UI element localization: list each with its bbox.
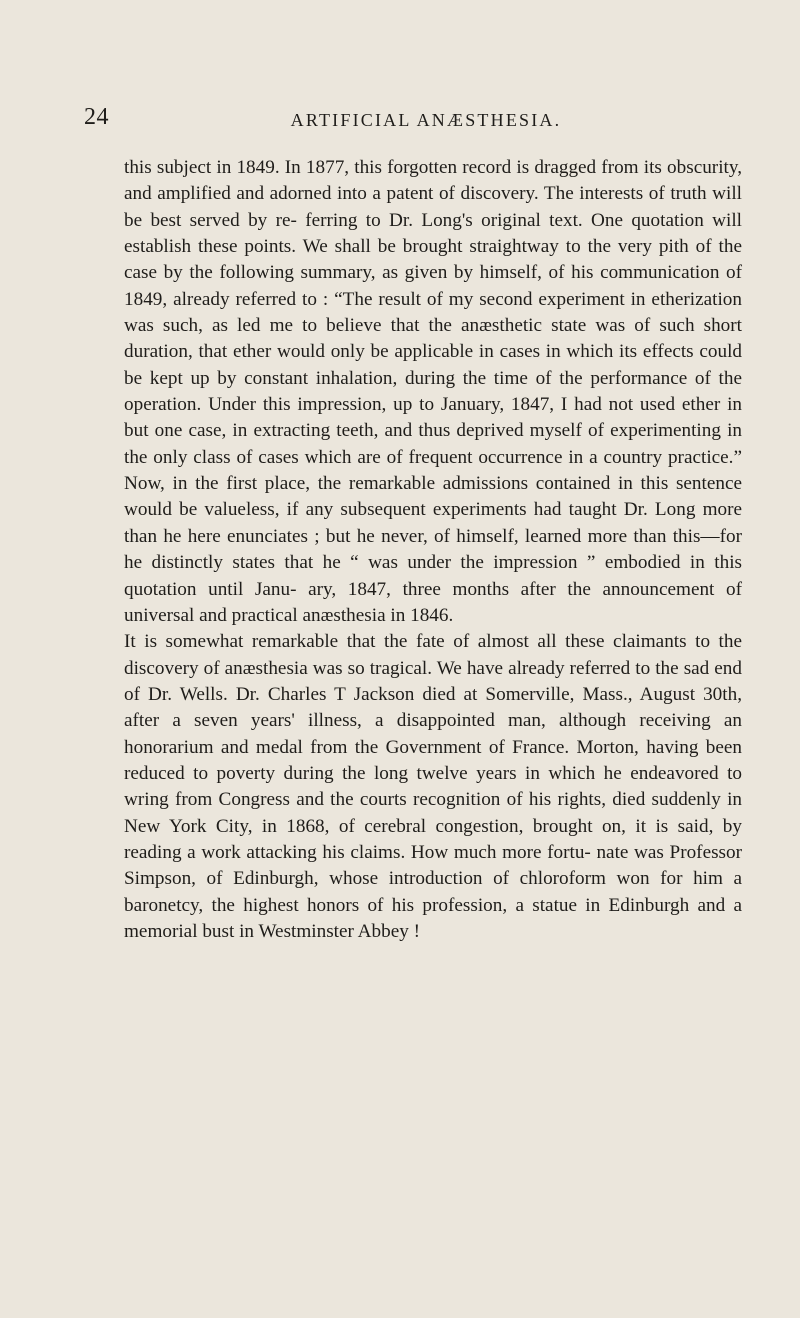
page-header: [84, 104, 740, 138]
page-number: 24: [84, 104, 109, 130]
paragraph-continued: this subject in 1849. In 1877, this forgotten record is dragged from its obscurity, and amplified and adorned into a patent of discovery. The interests of truth will be best served by re- ferring to Dr. Long's original text. One quotation will establish these points. We shall be brought straightway to the very pith of the case by the following summary, as given by himself, of his communication of 1849, already referred to : “The result of my second experiment in etherization was such, as led me to believe that the anæsthetic state was of such short duration, that ether would only be applicable in cases in which its effects could be kept up by constant inhalation, during the time of the performance of the operation. Under this impression, up to January, 1847, I had not used ether in but one case, in extracting teeth, and thus deprived myself of experimenting in the only class of cases which are of frequent occurrence in a country practice.” Now, in the first place, the remarkable admissions contained in this sentence would be valueless, if any subsequent experiments had taught Dr. Long more than he here enunciates ; but he never, of himself, learned more than this—for he distinctly states that he “ was under the impression ” embodied in this quotation until Janu- ary, 1847, three months after the announcement of universal and practical anæsthesia in 1846.: [124, 157, 742, 626]
paragraph-claimants: It is somewhat remarkable that the fate of almost all these claimants to the discovery of anæsthesia was so tragical. We have already referred to the sad end of Dr. Wells. Dr. Charles T Jackson died at Somerville, Mass., August 30th, after a seven years' illness, a disappointed man, although receiving an honorarium and medal from the Government of France. Morton, having been reduced to poverty during the long twelve years in which he endeavored to wring from Congress and the courts recognition of his rights, died suddenly in New York City, in 1868, of cerebral congestion, brought on, it is said, by reading a work attacking his claims. How much more fortu- nate was Professor Simpson, of Edinburgh, whose introduction of chloroform won for him a baronetcy, the highest honors of his profession, a statue in Edinburgh and a memorial bust in Westminster Abbey !: [124, 631, 742, 942]
running-title: ARTIFICIAL ANÆSTHESIA.: [290, 110, 562, 130]
body-text: [124, 155, 742, 945]
